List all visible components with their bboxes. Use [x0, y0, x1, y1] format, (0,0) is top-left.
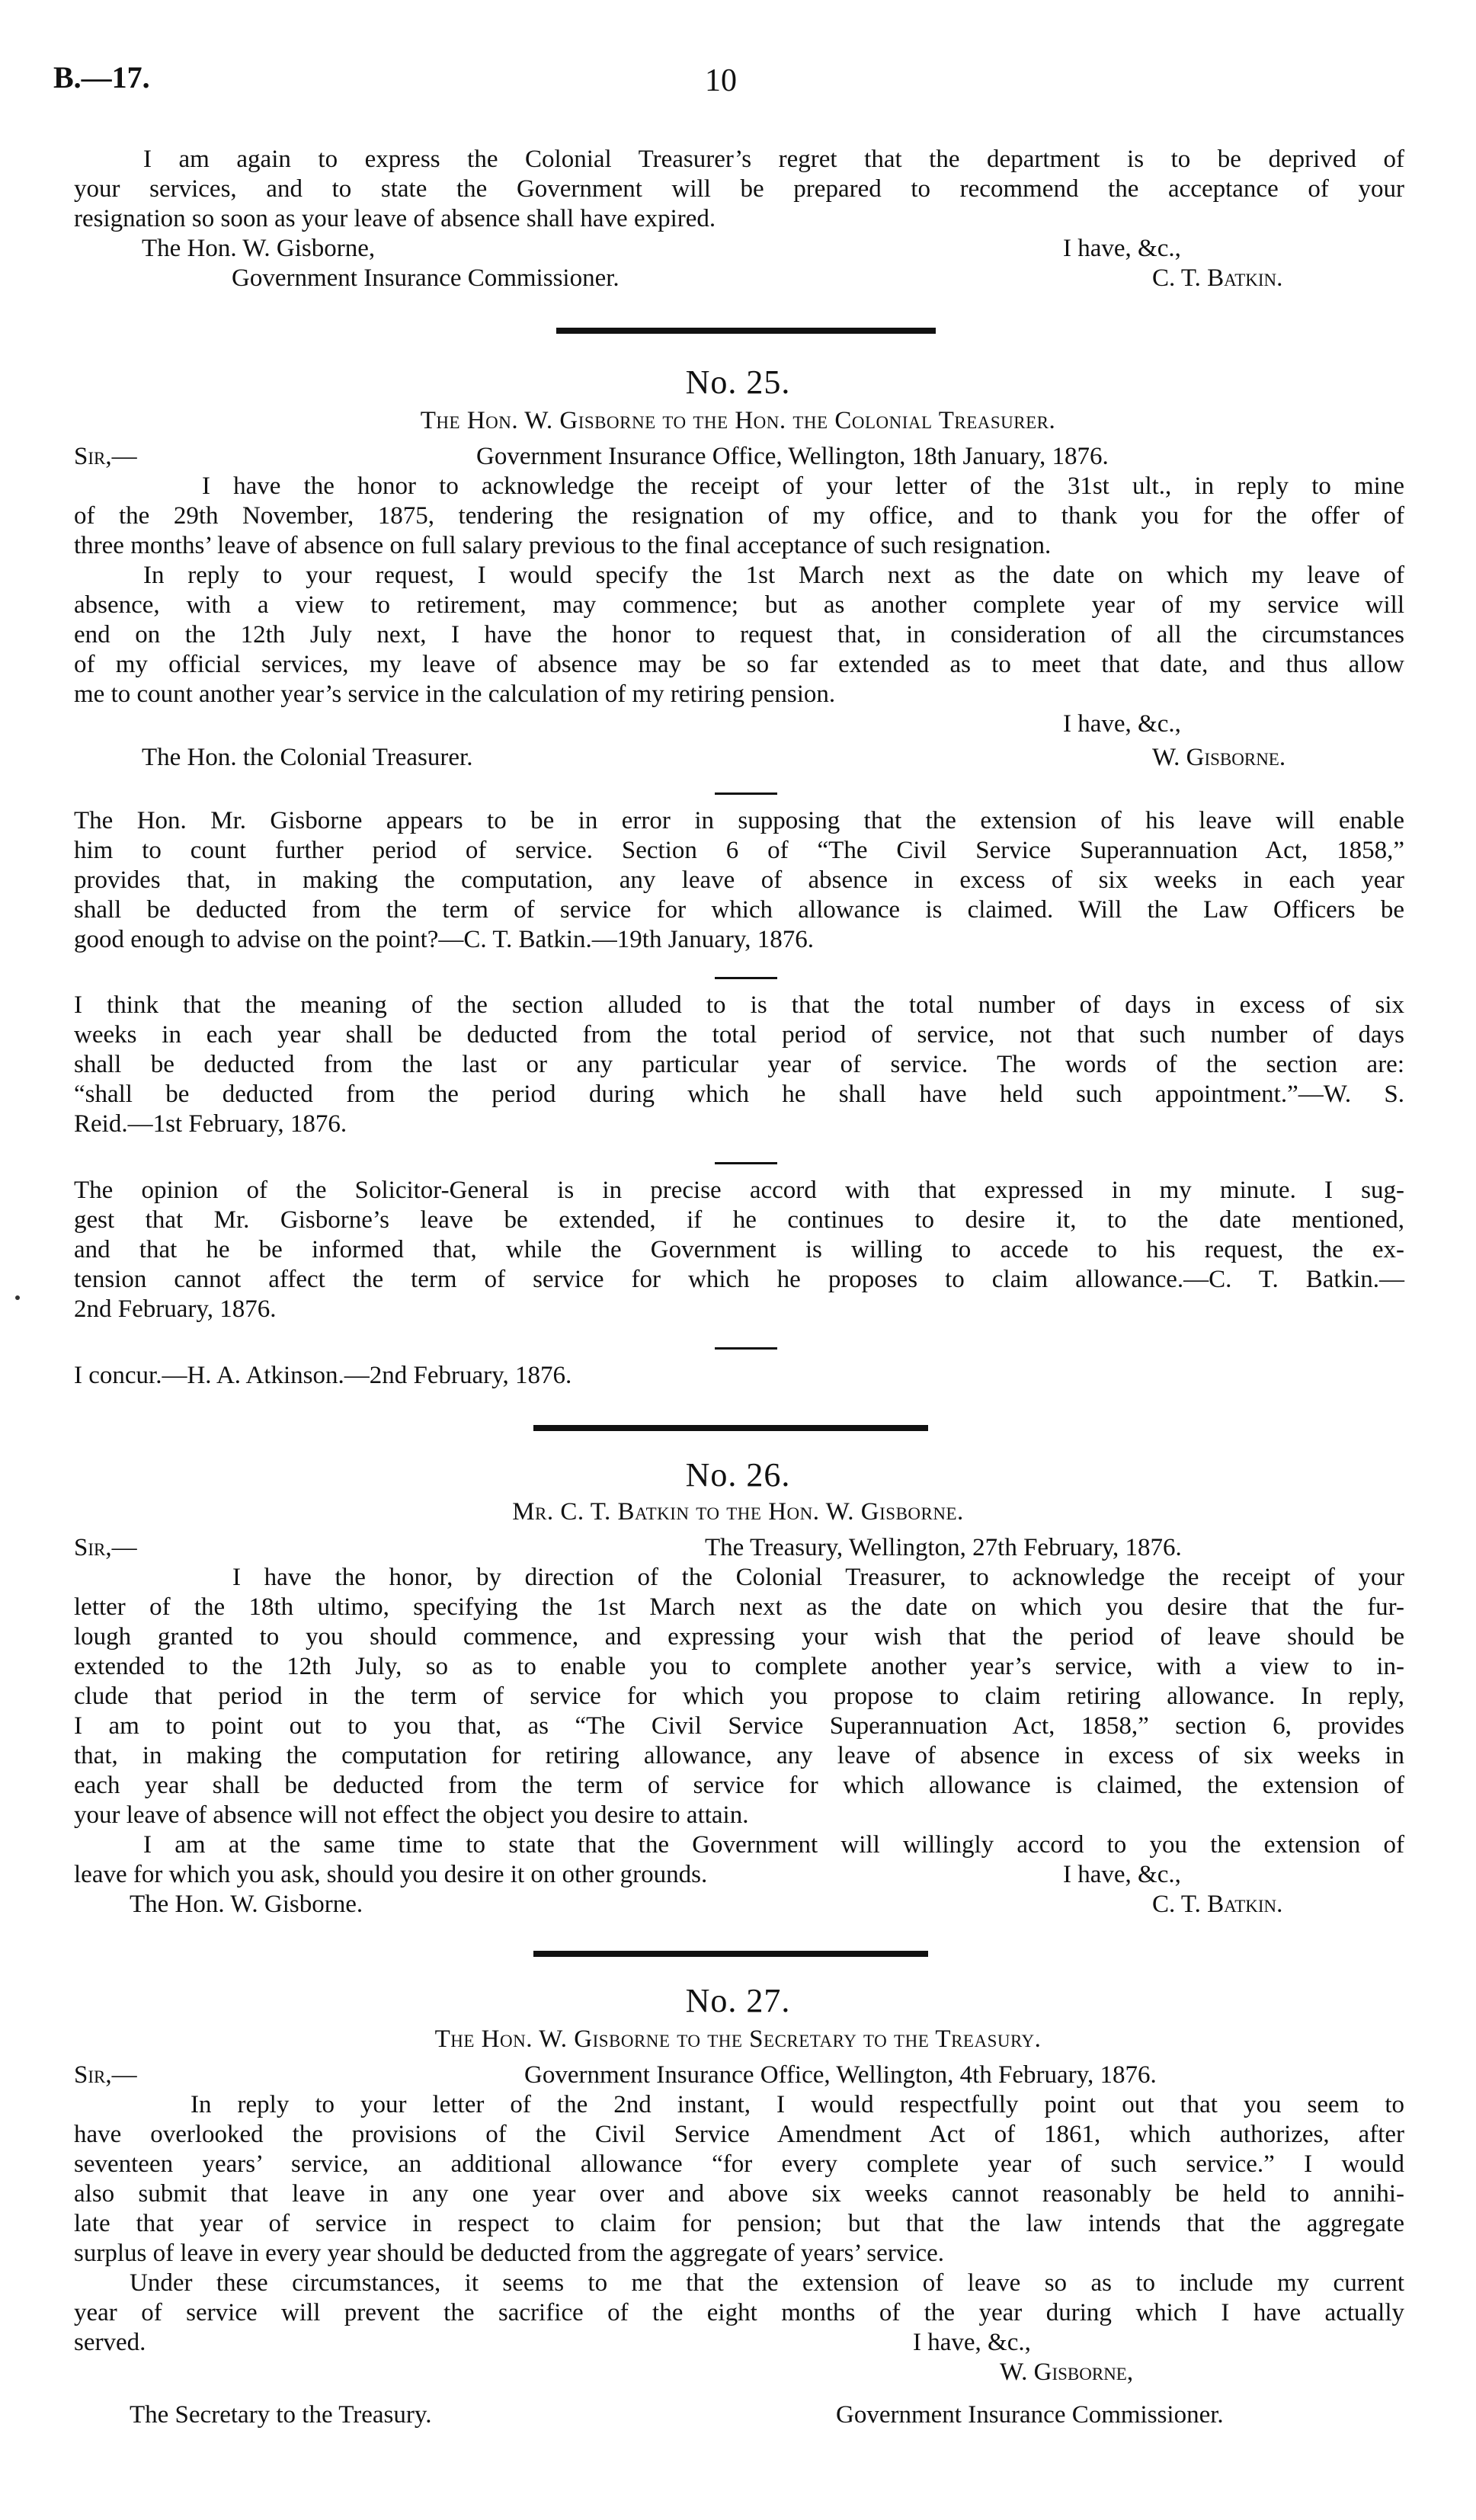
text-line: your leave of absence will not effect the object you desire to attain.: [74, 1801, 749, 1829]
letter-title: The Hon. W. Gisborne to the Secretary to the Treasury.: [434, 2025, 1042, 2053]
margin-mark: [15, 1295, 20, 1300]
text-line: Under these circumstances, it seems to me that the extension of leave so as to include my current: [130, 2269, 1404, 2297]
text-line: Reid.—1st February, 1876.: [74, 1110, 347, 1138]
text-line: good enough to advise on the point?—C. T. Batkin.—19th January, 1876.: [74, 926, 814, 953]
closing: I have, &c.,: [1063, 235, 1181, 262]
salutation: Sir,—: [74, 443, 137, 470]
text-line: surplus of leave in every year should be deducted from the aggregate of years’ service.: [74, 2240, 944, 2267]
text-line: clude that period in the term of service for which you propose to claim retiring allowance. In reply,: [74, 1683, 1404, 1710]
text-line: letter of the 18th ultimo, specifying the 1st March next as the date on which you desire that the fur-: [74, 1593, 1404, 1621]
signature: W. Gisborne.: [1152, 744, 1286, 771]
letter-title: The Hon. W. Gisborne to the Hon. the Colonial Treasurer.: [420, 407, 1056, 434]
text-line: year of service will prevent the sacrifice of the eight months of the year during which I have actually: [74, 2299, 1404, 2326]
text-line: have overlooked the provisions of the Civil Service Amendment Act of 1861, which authorizes, after: [74, 2121, 1404, 2148]
text-line: lough granted to you should commence, and expressing your wish that the period of leave should be: [74, 1623, 1404, 1651]
closing: I have, &c.,: [913, 2329, 1031, 2356]
text-line: him to count further period of service. Section 6 of “The Civil Service Superannuation Act, 1858,”: [74, 837, 1404, 864]
text-line: your services, and to state the Government will be prepared to recommend the acceptance of your: [74, 175, 1404, 203]
text-line: weeks in each year shall be deducted from the total period of service, not that such number of days: [74, 1021, 1404, 1049]
section-divider: [556, 328, 936, 334]
text-line: end on the 12th July next, I have the honor to request that, in consideration of all the circumstances: [74, 621, 1404, 648]
text-line: me to count another year’s service in the calculation of my retiring pension.: [74, 680, 836, 708]
dateline: The Treasury, Wellington, 27th February, 1876.: [705, 1534, 1182, 1561]
minute-divider: [715, 1347, 777, 1350]
text-line: In reply to your letter of the 2nd instant, I would respectfully point out that you seem to: [191, 2091, 1404, 2118]
text-line: shall be deducted from the term of service for which allowance is claimed. Will the Law Officers be: [74, 896, 1404, 924]
text-line: tension cannot affect the term of service for which he proposes to claim allowance.—C. T. Batkin.—: [74, 1266, 1404, 1293]
letter-number: No. 27.: [685, 1982, 791, 2019]
text-line: served.: [74, 2329, 146, 2356]
text-line: absence, with a view to retirement, may commence; but as another complete year of my service will: [74, 591, 1404, 619]
text-line: provides that, in making the computation, any leave of absence in excess of six weeks in each year: [74, 866, 1404, 894]
addressee: The Hon. the Colonial Treasurer.: [142, 744, 473, 771]
page-number: 10: [705, 63, 737, 98]
salutation: Sir,—: [74, 1534, 137, 1561]
addressee: The Secretary to the Treasury.: [130, 2401, 432, 2429]
text-line: that, in making the computation for retiring allowance, any leave of absence in excess of six weeks in: [74, 1742, 1404, 1769]
text-line: I am at the same time to state that the Government will willingly accord to you the extension of: [143, 1831, 1404, 1859]
text-line: late that year of service in respect to claim for pension; but that the law intends that the aggregate: [74, 2210, 1404, 2237]
minute-divider: [715, 977, 777, 979]
text-line: and that he be informed that, while the Government is willing to accede to his request, the ex-: [74, 1236, 1404, 1263]
text-line: I have the honor to acknowledge the receipt of your letter of the 31st ult., in reply to mine: [202, 472, 1404, 500]
text-line: extended to the 12th July, so as to enable you to complete another year’s service, with a view to in-: [74, 1653, 1404, 1680]
text-line: three months’ leave of absence on full salary previous to the final acceptance of such resignation.: [74, 532, 1052, 559]
letter-number: No. 26.: [685, 1456, 791, 1494]
text-line: of the 29th November, 1875, tendering the resignation of my office, and to thank you for the offer of: [74, 502, 1404, 530]
text-line: I am to point out to you that, as “The Civil Service Superannuation Act, 1858,” section 6, provides: [74, 1712, 1404, 1740]
dateline: Government Insurance Office, Wellington, 18th January, 1876.: [476, 443, 1109, 470]
section-divider: [533, 1425, 928, 1431]
text-line: resignation so soon as your leave of absence shall have expired.: [74, 205, 716, 232]
text-line: The opinion of the Solicitor-General is in precise accord with that expressed in my minute. I sug-: [74, 1177, 1404, 1204]
salutation: Sir,—: [74, 2061, 137, 2089]
text-line: In reply to your request, I would specify the 1st March next as the date on which my leave of: [143, 562, 1404, 589]
document-reference: B.—17.: [53, 60, 150, 94]
signatory-title: Government Insurance Commissioner.: [836, 2401, 1224, 2429]
text-line: shall be deducted from the last or any particular year of service. The words of the section are:: [74, 1051, 1404, 1078]
letter-number: No. 25.: [685, 363, 791, 401]
text-line: “shall be deducted from the period during which he shall have held such appointment.”—W. S.: [74, 1081, 1404, 1108]
text-line: I have the honor, by direction of the Colonial Treasurer, to acknowledge the receipt of your: [232, 1564, 1404, 1591]
letter-title: Mr. C. T. Batkin to the Hon. W. Gisborne.: [512, 1498, 964, 1526]
text-line: seventeen years’ service, an additional allowance “for every complete year of such service.” I would: [74, 2150, 1404, 2178]
signature: C. T. Batkin.: [1152, 1891, 1283, 1918]
text-line: I concur.—H. A. Atkinson.—2nd February, 1876.: [74, 1362, 572, 1389]
text-line: The Hon. Mr. Gisborne appears to be in error in supposing that the extension of his leave will enable: [74, 807, 1404, 834]
text-line: 2nd February, 1876.: [74, 1295, 277, 1323]
addressee: The Hon. W. Gisborne.: [130, 1891, 363, 1918]
addressee: The Hon. W. Gisborne,: [142, 235, 376, 262]
section-divider: [533, 1951, 928, 1957]
text-line: of my official services, my leave of absence may be so far extended as to meet that date, and thus allow: [74, 651, 1404, 678]
signature: C. T. Batkin.: [1152, 264, 1283, 292]
addressee-title: Government Insurance Commissioner.: [232, 264, 620, 292]
dateline: Government Insurance Office, Wellington, 4th February, 1876.: [524, 2061, 1157, 2089]
text-line: leave for which you ask, should you desire it on other grounds.: [74, 1861, 708, 1888]
text-line: I think that the meaning of the section alluded to is that the total number of days in excess of six: [74, 991, 1404, 1019]
text-line: I am again to express the Colonial Treasurer’s regret that the department is to be deprived of: [143, 146, 1404, 173]
text-line: each year shall be deducted from the term of service for which allowance is claimed, the extension of: [74, 1772, 1404, 1799]
closing: I have, &c.,: [1063, 1861, 1181, 1888]
signature: W. Gisborne,: [1000, 2358, 1134, 2386]
text-line: also submit that leave in any one year over and above six weeks cannot reasonably be held to annihi-: [74, 2180, 1404, 2208]
text-line: gest that Mr. Gisborne’s leave be extended, if he continues to desire it, to the date mentioned,: [74, 1206, 1404, 1234]
closing: I have, &c.,: [1063, 710, 1181, 738]
minute-divider: [715, 793, 777, 795]
minute-divider: [715, 1162, 777, 1164]
